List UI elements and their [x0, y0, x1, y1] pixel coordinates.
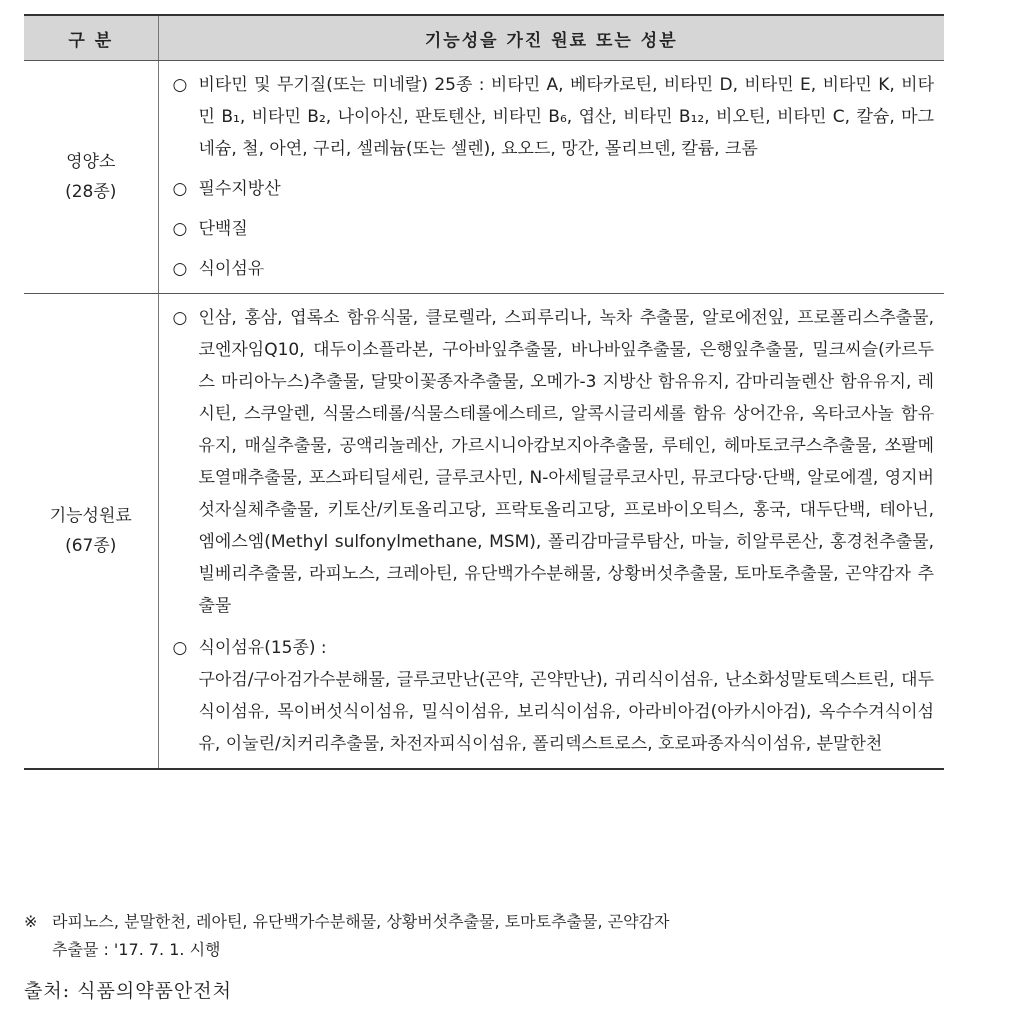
category-cell-functional [24, 294, 158, 770]
fiber-text: 구아검/구아검가수분해물, 글루코만난(곤약, 곤약만난), 귀리식이섬유, 난소화성말토덱스트린, 대두식이섬유, 목이버섯식이섬유, 밀식이섬유, 보리식이섬유, 아라비아검(아카시아검), 옥수수겨식이섬유, 이눌린/치커리추출물, 차전자피식이섬유, 폴리덱스트로스, 호로파종자식이섬유, 분말한천 [198, 670, 934, 754]
ingredients-cell-nutrients [158, 61, 944, 294]
table-row-functional [24, 294, 944, 770]
source-citation: 출처: 식품의약품안전처 [24, 980, 232, 1002]
header-ingredients: 기능성을 가진 원료 또는 성분 [158, 15, 944, 61]
bullet-icon: ○ [172, 179, 188, 199]
item-text: 단백질 [198, 219, 248, 239]
list-item [173, 173, 935, 205]
category-cell-nutrients [24, 61, 158, 294]
footnote-text-continued: 추출물 : '17. 7. 1. 시행 [52, 940, 221, 959]
footnote-text: 라피노스, 분말한천, 레아틴, 유단백가수분해물, 상황버섯추출물, 토마토추출물, 곤약감자 [52, 912, 670, 931]
list-item [173, 69, 935, 165]
category-count: (67종) [65, 536, 117, 556]
item-text: 인삼, 홍삼, 엽록소 함유식물, 클로렐라, 스피루리나, 녹차 추출물, 알로에전잎, 프로폴리스추출물, 코엔자임Q10, 대두이소플라본, 구아바잎추출물, 바나바잎추출물, 은행잎추출물, 밀크씨슬(카르두스 마리아누스)추출물, 달맞이꽃종자추출물, 오메가-3 지방산 함유유지, 감마리놀렌산 함유유지, 레시틴, 스쿠알렌, 식물스테롤/식물스테롤에스테르, 알콕시글리세롤 함유 상어간유, 옥타코사놀 함유유지, 매실추출물, 공액리놀레산, 가르시니아캄보지아추출물, 루테인, 헤마토코쿠스추출물, 쏘팔메토열매추출물, 포스파티딜세린, 글루코사민, N-아세틸글루코사민, 뮤코다당·단백, 알로에겔, 영지버섯자실체추출물, 키토산/키토올리고당, 프락토올리고당, 프로바이오틱스, 홍국, 대두단백, 테아닌, 엠에스엠(Methyl sulfonylmethane, MSM), 폴리감마글루탐산, 마늘, 히알루론산, 홍경천추출물, 빌베리추출물, 라피노스, 크레아틴, 유단백가수분해물, 상황버섯추출물, 토마토추출물, 곤약감자 추출물 [198, 308, 934, 616]
fiber-label: 식이섬유(15종) : [198, 638, 327, 658]
bullet-icon: ○ [172, 259, 188, 279]
ingredients-table-container [24, 14, 944, 770]
bullet-icon: ○ [172, 638, 188, 658]
bullet-icon: ○ [172, 75, 188, 95]
list-item [173, 302, 935, 622]
category-name: 기능성원료 [49, 506, 132, 526]
category-count: (28종) [65, 182, 117, 202]
category-name: 영양소 [66, 152, 116, 172]
ingredients-cell-functional [158, 294, 944, 770]
list-item [173, 213, 935, 245]
list-item [173, 253, 935, 285]
bullet-icon: ○ [172, 219, 188, 239]
item-text: 필수지방산 [198, 179, 281, 199]
reference-mark-icon: ※ [24, 912, 38, 931]
header-category: 구 분 [24, 15, 158, 61]
footnote [24, 908, 944, 964]
list-item-fiber [173, 632, 935, 760]
table-row-nutrients [24, 61, 944, 294]
item-text: 비타민 및 무기질(또는 미네랄) 25종 : 비타민 A, 베타카로틴, 비타민 D, 비타민 E, 비타민 K, 비타민 B₁, 비타민 B₂, 나이아신, 판토텐산, 비타민 B₆, 엽산, 비타민 B₁₂, 비오틴, 비타민 C, 칼슘, 마그네슘, 철, 아연, 구리, 셀레늄(또는 셀렌), 요오드, 망간, 몰리브덴, 칼륨, 크롬 [198, 75, 934, 159]
table-header-row [24, 15, 944, 61]
functional-ingredients-table [24, 14, 944, 770]
item-text: 식이섬유 [198, 259, 265, 279]
bullet-icon: ○ [172, 308, 188, 328]
